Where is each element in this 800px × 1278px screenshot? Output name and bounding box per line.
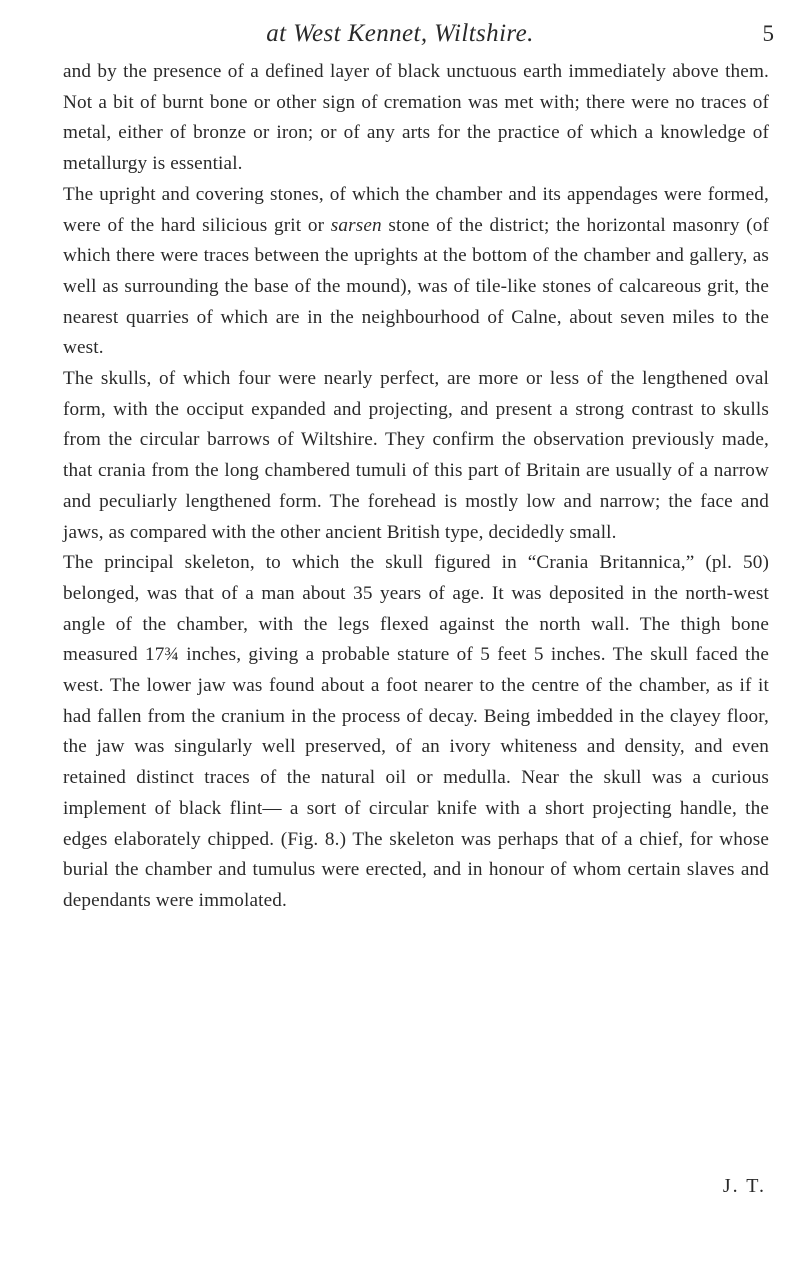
paragraph-2-text-before: The upright and covering stones, of which the chamber and its appendages were formed, were of the hard silicious grit or bbox=[63, 183, 769, 236]
running-head-title: at West Kennet, Wiltshire. bbox=[266, 20, 534, 47]
running-head bbox=[0, 14, 800, 54]
paragraph-4: The principal skeleton, to which the skull figured in “Crania Britannica,” (pl. 50) belonged, was that of a man about 35 years of age. It was deposited in the north-west angle of the chamber, with the legs flexed against the north wall. The thigh bone measured 17¾ inches, giving a probable stature of 5 feet 5 inches. The skull faced the west. The lower jaw was found about a foot nearer to the centre of the chamber, as if it had fallen from the cranium in the process of decay. Being imbedded in the clayey floor, the jaw was singularly well preserved, of an ivory whiteness and density, and even retained distinct traces of the natural oil or medulla. Near the skull was a curious implement of black flint— a sort of circular knife with a short projecting handle, the edges elaborately chipped. (Fig. 8.) The skeleton was perhaps that of a chief, for whose burial the chamber and tumulus were erected, and in honour of whom certain slaves and dependants were immolated. bbox=[63, 552, 769, 911]
paragraph-1: and by the presence of a defined layer of black unctuous earth immediately above them. Not a bit of burnt bone or other sign of cremation was met with; there were no traces of metal, either of bronze or iron; or of any arts for the practice of which a knowledge of metallurgy is essential. bbox=[63, 61, 769, 175]
paragraph-2 bbox=[63, 180, 769, 364]
author-signature: J. T. bbox=[722, 1175, 766, 1197]
paragraph-3: The skulls, of which four were nearly perfect, are more or less of the lengthened oval form, with the occiput expanded and projecting, and present a strong contrast to skulls from the circular barrows of Wiltshire. They confirm the observation previously made, that crania from the long chambered tumuli of this part of Britain are usually of a narrow and peculiarly lengthened form. The forehead is mostly low and narrow; the face and jaws, as compared with the other ancient British type, decidedly small. bbox=[63, 368, 769, 543]
page-number: 5 bbox=[762, 21, 774, 46]
paragraph-2-italic-term: sarsen bbox=[330, 214, 382, 236]
body-text bbox=[63, 57, 769, 917]
paragraph-2-text-after: stone of the district; the horizontal masonry (of which there were traces between the uprights at the bottom of the chamber and gallery, as well as surrounding the base of the mound), was of tile-like stones of calcareous grit, the nearest quarries of which are in the neighbourhood of Calne, about seven miles to the west. bbox=[63, 214, 770, 359]
